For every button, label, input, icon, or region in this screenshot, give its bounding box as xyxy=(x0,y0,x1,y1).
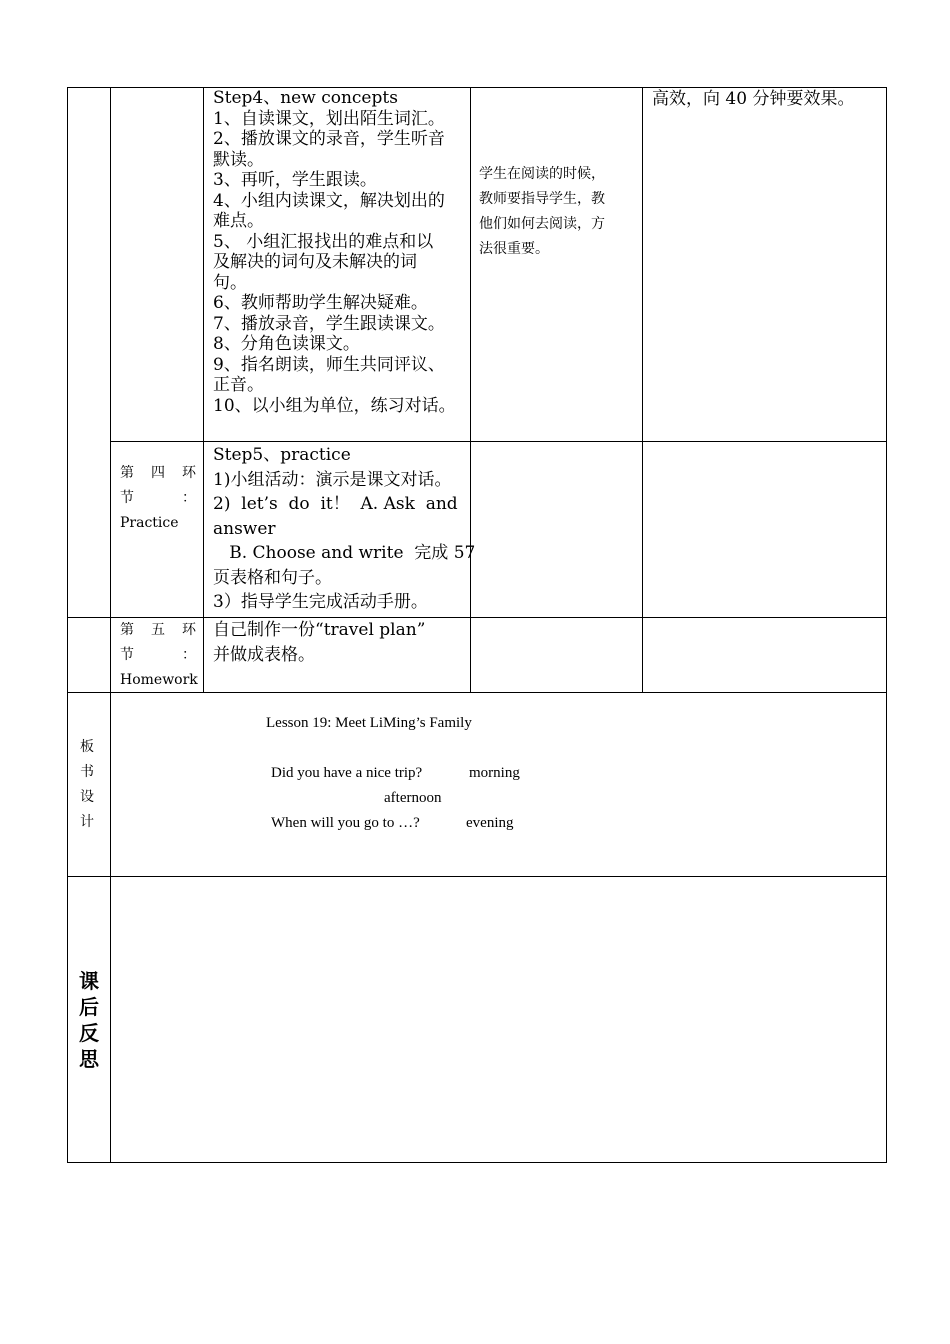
row-divider-step5 xyxy=(110,441,887,442)
board-word-evening: evening xyxy=(466,815,514,831)
student-guidance-note xyxy=(479,162,605,262)
homework-line: 并做成表格。 xyxy=(213,644,315,665)
step4-line: 句。 xyxy=(213,272,247,293)
step5-line: Step5、practice xyxy=(213,445,351,465)
step4-line: 8、分角色读课文。 xyxy=(213,334,360,354)
step5-line: B. Choose and write 完成 57 xyxy=(213,543,476,563)
stage5-label xyxy=(120,618,198,693)
step4-line: 10、以小组为单位，练习对话。 xyxy=(213,395,456,416)
table-border-right xyxy=(886,87,887,1163)
step5-line: 2) let’s do it！ A. Ask and xyxy=(213,494,458,514)
step4-line: 及解决的词句及未解决的词 xyxy=(213,252,417,272)
step4-line: 3、再听，学生跟读。 xyxy=(213,170,377,190)
stage4-name: Practice xyxy=(120,515,179,531)
board-word-morning: morning xyxy=(469,765,520,781)
stage4-label xyxy=(120,461,196,536)
step5-line: 3）指导学生完成活动手册。 xyxy=(213,592,428,612)
row-divider-reflection xyxy=(67,876,887,877)
table-border-left xyxy=(67,87,68,1163)
board-title: Lesson 19: Meet LiMing’s Family xyxy=(266,715,472,731)
step5-line: answer xyxy=(213,518,276,539)
stage4-label-row2: 节 ： xyxy=(120,490,196,506)
note-line: 他们如何去阅读，方 xyxy=(479,216,605,232)
col-divider-2 xyxy=(203,87,204,693)
table-border-bottom xyxy=(67,1162,887,1163)
step5-line: 页表格和句子。 xyxy=(213,567,332,588)
step4-line: 4、小组内读课文，解决划出的 xyxy=(213,190,445,211)
board-question-1: Did you have a nice trip? xyxy=(271,765,423,781)
design-intent-note: 高效，向 40 分钟要效果。 xyxy=(652,89,855,109)
col-divider-1 xyxy=(110,87,111,1163)
note-line: 法很重要。 xyxy=(479,241,549,257)
homework-content xyxy=(213,618,425,667)
col-divider-4 xyxy=(642,87,643,693)
step4-line: 1、自读课文，划出陌生词汇。 xyxy=(213,108,445,129)
step5-content xyxy=(213,443,475,615)
step4-line: 7、播放录音，学生跟读课文。 xyxy=(213,313,445,334)
note-line: 学生在阅读的时候， xyxy=(479,166,605,182)
step4-line: Step4、new concepts xyxy=(213,88,398,108)
step4-line: 5、 小组汇报找出的难点和以 xyxy=(213,231,434,252)
step4-line: 默读。 xyxy=(213,149,264,170)
step4-line: 9、指名朗读，师生共同评议、 xyxy=(213,354,445,375)
board-word-afternoon: afternoon xyxy=(384,790,442,806)
homework-line: 自己制作一份“travel plan” xyxy=(213,620,426,640)
table-border-top xyxy=(67,87,887,88)
reflection-label: 课 后 反 思 xyxy=(79,969,99,1071)
board-question-2: When will you go to …? xyxy=(271,815,420,831)
step4-content xyxy=(213,88,456,416)
step4-line: 正音。 xyxy=(213,375,264,395)
step4-line: 2、播放课文的录音，学生听音 xyxy=(213,129,445,149)
note-line: 教师要指导学生，教 xyxy=(479,191,605,207)
board-design-label: 板 书 设 计 xyxy=(80,739,94,830)
stage5-name: Homework xyxy=(120,672,198,688)
step4-line: 难点。 xyxy=(213,211,264,231)
step5-line: 1)小组活动：演示是课文对话。 xyxy=(213,469,452,490)
stage5-label-row2: 节 ： xyxy=(120,647,196,663)
step4-line: 6、教师帮助学生解决疑难。 xyxy=(213,293,428,313)
stage4-label-row1: 第 四 环 xyxy=(120,465,196,481)
stage5-label-row1: 第 五 环 xyxy=(120,622,196,638)
